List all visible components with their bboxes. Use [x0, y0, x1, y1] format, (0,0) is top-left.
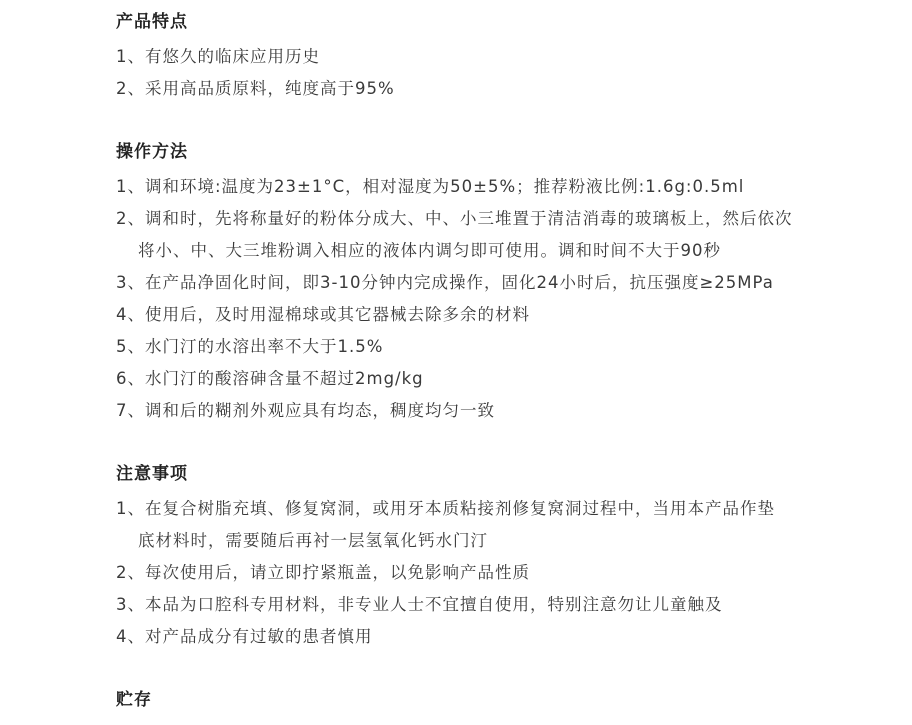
- method-title: 操作方法: [116, 142, 188, 162]
- method-item-6: [116, 363, 876, 395]
- method-item-3-text: 3、在产品净固化时间，即3-10分钟内完成操作，固化24小时后，抗压强度≥25MPa: [116, 273, 774, 292]
- method-item-7: [116, 395, 876, 427]
- notes-item-3-text: 3、本品为口腔科专用材料，非专业人士不宜擅自使用，特别注意勿让儿童触及: [116, 595, 723, 614]
- method-item-6-text: 6、水门汀的酸溶砷含量不超过2mg/kg: [116, 369, 424, 388]
- method-item-3: [116, 267, 876, 299]
- section-storage: [116, 686, 876, 714]
- notes-item-4-text: 4、对产品成分有过敏的患者慎用: [116, 627, 373, 646]
- storage-title: 贮存: [116, 690, 152, 710]
- method-item-7-text: 7、调和后的糊剂外观应具有均态，稠度均匀一致: [116, 401, 495, 420]
- method-item-1: [116, 171, 876, 203]
- notes-item-2-text: 2、每次使用后，请立即拧紧瓶盖，以免影响产品性质: [116, 563, 530, 582]
- notes-item-4: [116, 621, 876, 653]
- method-item-1-text: 1、调和环境:温度为23±1°C，相对湿度为50±5%；推荐粉液比例:1.6g:0.5ml: [116, 177, 745, 196]
- method-item-5-text: 5、水门汀的水溶出率不大于1.5%: [116, 337, 384, 356]
- features-title: 产品特点: [116, 12, 188, 32]
- method-item-2-continuation: 将小、中、大三堆粉调入相应的液体内调匀即可使用。调和时间不大于90秒: [138, 241, 721, 260]
- method-item-5: [116, 331, 876, 363]
- notes-item-1-text: 1、在复合树脂充填、修复窝洞，或用牙本质粘接剂修复窝洞过程中，当用本产品作垫: [116, 499, 775, 518]
- method-item-4-text: 4、使用后，及时用湿棉球或其它器械去除多余的材料: [116, 305, 530, 324]
- section-method: [116, 138, 876, 427]
- method-item-2-text: 2、调和时，先将称量好的粉体分成大、中、小三堆置于清洁消毒的玻璃板上，然后依次: [116, 209, 793, 228]
- notes-item-1-continuation: 底材料时，需要随后再衬一层氢氧化钙水门汀: [138, 531, 488, 550]
- features-item-2: 2、采用高品质原料，纯度高于95%: [116, 79, 395, 98]
- features-item-1: 1、有悠久的临床应用历史: [116, 47, 320, 66]
- method-item-4: [116, 299, 876, 331]
- notes-item-1: [116, 493, 876, 557]
- notes-item-3: [116, 589, 876, 621]
- notes-item-2: [116, 557, 876, 589]
- section-notes: [116, 460, 876, 653]
- product-document: [116, 8, 876, 719]
- notes-title: 注意事项: [116, 464, 188, 484]
- method-item-2: [116, 203, 876, 267]
- section-features: [116, 8, 876, 105]
